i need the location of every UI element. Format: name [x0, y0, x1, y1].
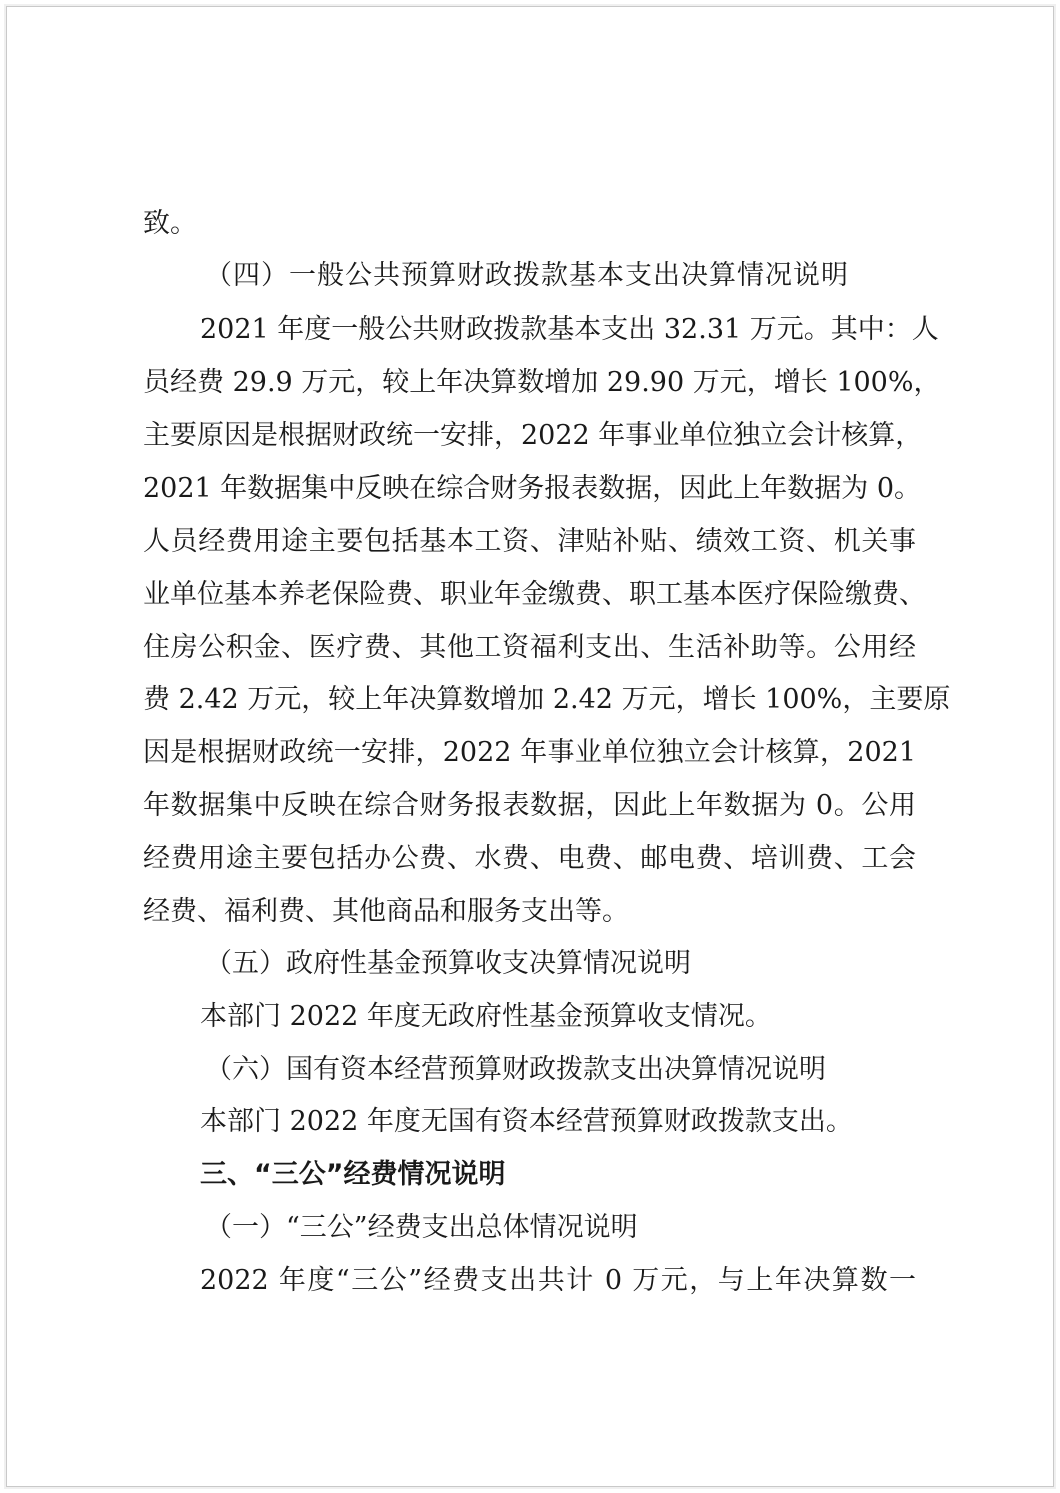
- chapter-heading: 三、“三公”经费情况说明: [200, 1159, 506, 1190]
- paragraph-line: 年数据集中反映在综合财务报表数据，因此上年数据为 0。公用: [143, 790, 916, 821]
- section-heading: （四）一般公共预算财政拨款基本支出决算情况说明: [205, 260, 849, 291]
- paragraph-line: 致。: [143, 208, 197, 239]
- paragraph-line: 住房公积金、医疗费、其他工资福利支出、生活补助等。公用经: [143, 632, 916, 663]
- paragraph-line: 本部门 2022 年度无政府性基金预算收支情况。: [200, 1001, 772, 1032]
- paragraph-line: 2021 年数据集中反映在综合财务报表数据，因此上年数据为 0。: [143, 473, 922, 504]
- section-heading: （一）“三公”经费支出总体情况说明: [205, 1212, 638, 1243]
- paragraph-line: 员经费 29.9 万元，较上年决算数增加 29.90 万元，增长 100%，: [143, 367, 941, 398]
- paragraph-line: 2021 年度一般公共财政拨款基本支出 32.31 万元。其中：人: [200, 314, 939, 345]
- paragraph-line: 本部门 2022 年度无国有资本经营预算财政拨款支出。: [200, 1106, 853, 1137]
- paragraph-line: 费 2.42 万元，较上年决算数增加 2.42 万元，增长 100%，主要原: [143, 684, 951, 715]
- paragraph-line: 主要原因是根据财政统一安排，2022 年事业单位独立会计核算，: [143, 420, 923, 451]
- section-heading: （五）政府性基金预算收支决算情况说明: [205, 948, 691, 979]
- paragraph-line: 2022 年度“三公”经费支出共计 0 万元，与上年决算数一: [200, 1265, 916, 1296]
- paragraph-line: 因是根据财政统一安排，2022 年事业单位独立会计核算，2021: [143, 737, 916, 768]
- paragraph-line: 经费用途主要包括办公费、水费、电费、邮电费、培训费、工会: [143, 843, 916, 874]
- paragraph-line: 业单位基本养老保险费、职业年金缴费、职工基本医疗保险缴费、: [143, 579, 926, 610]
- paragraph-line: 人员经费用途主要包括基本工资、津贴补贴、绩效工资、机关事: [143, 526, 916, 557]
- paragraph-line: 经费、福利费、其他商品和服务支出等。: [143, 896, 629, 927]
- section-heading: （六）国有资本经营预算财政拨款支出决算情况说明: [205, 1054, 826, 1085]
